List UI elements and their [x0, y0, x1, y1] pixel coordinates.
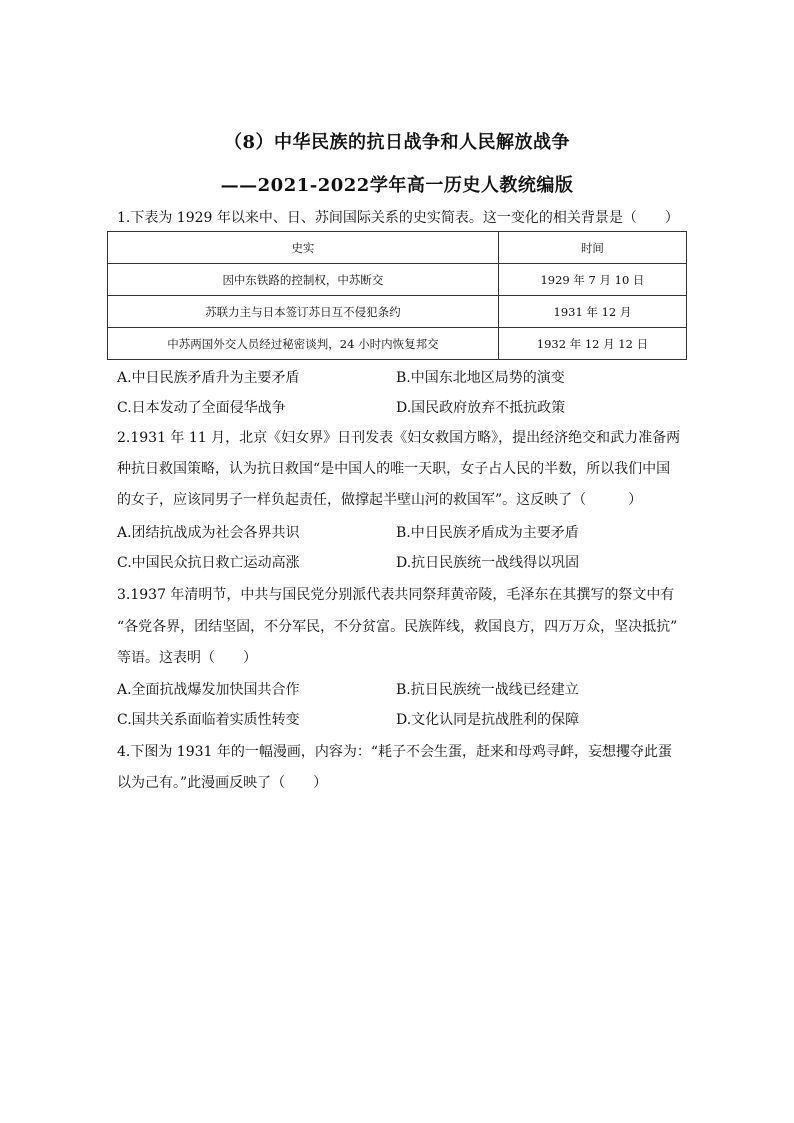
question-4-stem-line-2: 以为己有。”此漫画反映了（ ）	[117, 775, 328, 791]
table-cell: 中苏两国外交人员经过秘密谈判，24 小时内恢复邦交	[108, 328, 499, 360]
table-cell: 1932 年 12 月 12 日	[498, 328, 686, 360]
question-1-option-a: A.中日民族矛盾升为主要矛盾	[117, 370, 300, 386]
question-1-stem: 1.下表为 1929 年以来中、日、苏间国际关系的史实简表。这一变化的相关背景是（ ）	[117, 210, 679, 226]
table-cell: 1929 年 7 月 10 日	[498, 264, 686, 296]
question-2-option-a: A.团结抗战成为社会各界共识	[117, 525, 300, 541]
table-cell: 1931 年 12 月	[498, 296, 686, 328]
table-row	[108, 328, 687, 360]
question-1-option-b: B.中国东北地区局势的演变	[396, 370, 565, 386]
question-3-option-a: A.全面抗战爆发加快国共合作	[117, 682, 300, 698]
question-3-stem-line-2: “各党各界，团结坚固，不分军民，不分贫富。民族阵线，救国良方，四万万众，坚决抵抗”	[117, 619, 678, 635]
table-cell: 苏联力主与日本签订苏日互不侵犯条约	[108, 296, 499, 328]
question-3-option-b: B.抗日民族统一战线已经建立	[396, 682, 579, 698]
question-1-option-c: C.日本发动了全面侵华战争	[117, 400, 286, 416]
question-2-stem-line-1: 2.1931 年 11 月，北京《妇女界》日刊发表《妇女救国方略》，提出经济绝交和武力准备两	[117, 430, 681, 446]
question-3-option-c: C.国共关系面临着实质性转变	[117, 712, 300, 728]
question-1-option-d: D.国民政府放弃不抵抗政策	[396, 400, 566, 416]
question-2-option-c: C.中国民众抗日救亡运动高涨	[117, 555, 300, 571]
document-title: （8）中华民族的抗日战争和人民解放战争	[223, 132, 571, 153]
question-2-option-d: D.抗日民族统一战线得以巩固	[396, 555, 580, 571]
table-header-cell: 时间	[498, 232, 686, 264]
table-header-cell: 史实	[108, 232, 499, 264]
question-3-stem-line-1: 3.1937 年清明节，中共与国民党分别派代表共同祭拜黄帝陵，毛泽东在其撰写的祭文中有	[117, 587, 675, 603]
question-2-stem-line-2: 种抗日救国策略，认为抗日救国“是中国人的唯一天职，女子占人民的半数，所以我们中国	[117, 461, 671, 477]
document-subtitle: ——2021-2022学年高一历史人教统编版	[220, 175, 574, 196]
table-cell: 因中东铁路的控制权，中苏断交	[108, 264, 499, 296]
table-row	[108, 264, 687, 296]
question-3-option-d: D.文化认同是抗战胜利的保障	[396, 712, 580, 728]
question-2-option-b: B.中日民族矛盾成为主要矛盾	[396, 525, 579, 541]
table-row	[108, 296, 687, 328]
table-header-row	[108, 232, 687, 264]
question-4-stem-line-1: 4.下图为 1931 年的一幅漫画，内容为：“耗子不会生蛋，赶来和母鸡寻衅，妄想攫夺此蛋	[117, 744, 673, 760]
question-2-stem-line-3: 的女子，应该同男子一样负起责任，做撑起半壁山河的救国军”。这反映了（ ）	[117, 492, 643, 508]
history-facts-table	[107, 231, 687, 360]
question-3-stem-line-3: 等语。这表明（ ）	[117, 650, 257, 666]
